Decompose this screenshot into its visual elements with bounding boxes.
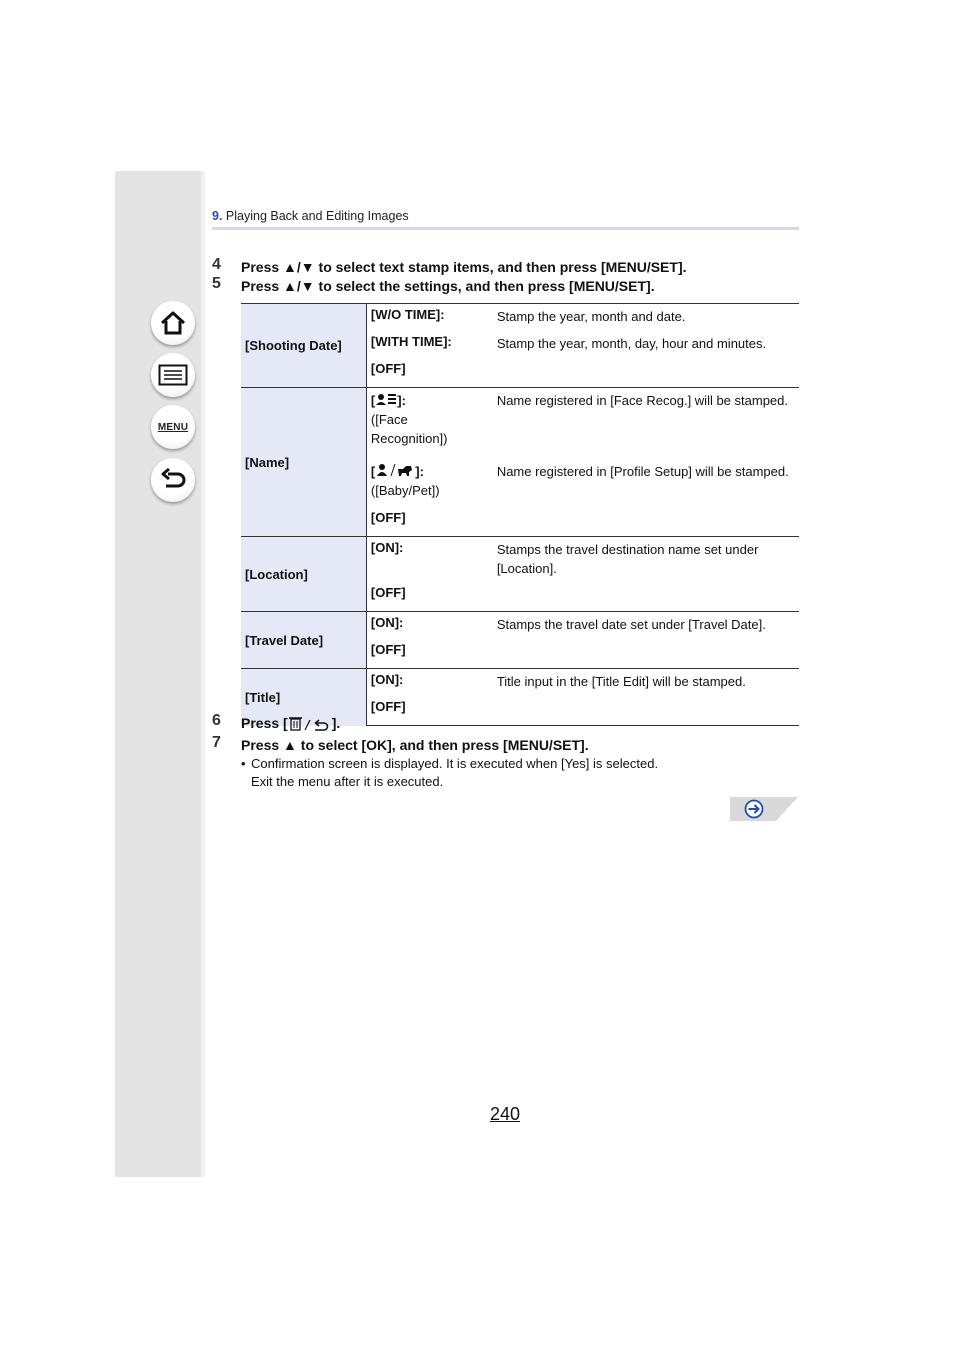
baby-pet-icon	[375, 463, 415, 477]
description-cell: Stamps the travel date set under [Travel Date].	[497, 612, 799, 640]
option-cell: [OFF]	[370, 642, 406, 657]
option-cell: [W/O TIME]:	[366, 304, 496, 332]
option-cell: [ ]: ([Baby/Pet])	[366, 459, 496, 507]
page-number: 240	[490, 1104, 521, 1124]
note-text	[251, 755, 791, 791]
step-number: 4	[212, 256, 221, 273]
delete-cancel-icon	[288, 715, 332, 731]
category-cell: [Shooting Date]	[241, 304, 366, 388]
chapter-number: 9.	[212, 209, 223, 223]
face-recognition-icon	[375, 393, 397, 406]
step-text: Press ▲/▼ to select text stamp items, and then press [MENU/SET].	[241, 259, 687, 275]
option-cell: [OFF]	[370, 510, 406, 525]
option-subtext: ([Baby/Pet])	[370, 483, 440, 498]
option-cell: [OFF]	[370, 585, 406, 600]
chapter-title: Playing Back and Editing Images	[225, 209, 409, 223]
option-cell: [OFF]	[370, 361, 406, 376]
category-cell: [Name]	[241, 388, 366, 537]
category-cell: [Location]	[241, 537, 366, 612]
category-cell: [Title]	[241, 669, 366, 726]
table-row	[241, 669, 799, 697]
bullet-symbol: •	[241, 756, 246, 771]
description-cell: Stamp the year, month and date.	[497, 304, 799, 332]
note-line: Confirmation screen is displayed. It is executed when [Yes] is selected.	[251, 756, 659, 771]
list-icon	[158, 364, 188, 386]
contents-list-button[interactable]	[151, 353, 195, 397]
description-cell: Stamp the year, month, day, hour and minutes.	[496, 336, 767, 351]
description-cell: Stamps the travel destination name set under [Location].	[497, 537, 799, 583]
description-cell: Name registered in [Profile Setup] will be stamped.	[496, 464, 789, 479]
home-button[interactable]	[151, 301, 195, 345]
next-page-tab	[730, 797, 798, 821]
return-arrow-icon	[159, 467, 187, 493]
description-cell: Title input in the [Title Edit] will be stamped.	[497, 669, 799, 697]
step-number: 5	[212, 275, 221, 292]
option-cell: [ON]:	[366, 669, 496, 697]
option-cell: [OFF]	[366, 696, 496, 726]
home-icon	[159, 309, 187, 337]
step-text: Press ▲ to select [OK], and then press [MENU/SET].	[241, 737, 589, 753]
description-cell	[497, 639, 799, 669]
option-cell: [ON]:	[366, 612, 496, 640]
step-text: Press ▲/▼ to select the settings, and then press [MENU/SET].	[241, 278, 655, 294]
description-cell	[497, 582, 799, 612]
step-text	[241, 715, 340, 731]
next-page-button[interactable]	[730, 797, 798, 821]
step-number: 6	[212, 712, 221, 729]
table-row	[241, 304, 799, 332]
menu-button[interactable]	[151, 405, 195, 449]
option-suffix: ]:	[397, 393, 406, 408]
option-cell: [ ]: ([Face Recognition])	[366, 388, 496, 460]
description-cell	[497, 507, 799, 537]
back-button[interactable]	[151, 458, 195, 502]
option-cell: [WITH TIME]:	[370, 334, 452, 349]
table-row	[241, 537, 799, 583]
text-stamp-settings-table	[241, 303, 799, 726]
description-cell	[497, 696, 799, 726]
arrow-right-icon	[744, 799, 764, 819]
description-cell: Name registered in [Face Recog.] will be stamped.	[497, 388, 799, 460]
option-suffix: ]:	[415, 464, 424, 479]
menu-label: MENU	[157, 421, 189, 433]
sidebar-edge	[201, 171, 205, 1177]
step-number: 7	[212, 734, 221, 751]
chapter-header	[212, 209, 409, 223]
table-row	[241, 388, 799, 460]
header-rule	[212, 227, 799, 230]
description-cell	[497, 358, 799, 388]
option-cell: [ON]:	[366, 537, 496, 583]
step-6-suffix: ].	[331, 715, 341, 731]
step-6-prefix: Press [	[241, 715, 288, 731]
option-subtext: ([Face Recognition])	[370, 412, 448, 446]
table-row	[241, 612, 799, 640]
note-line: Exit the menu after it is executed.	[251, 774, 444, 789]
category-cell: [Travel Date]	[241, 612, 366, 669]
